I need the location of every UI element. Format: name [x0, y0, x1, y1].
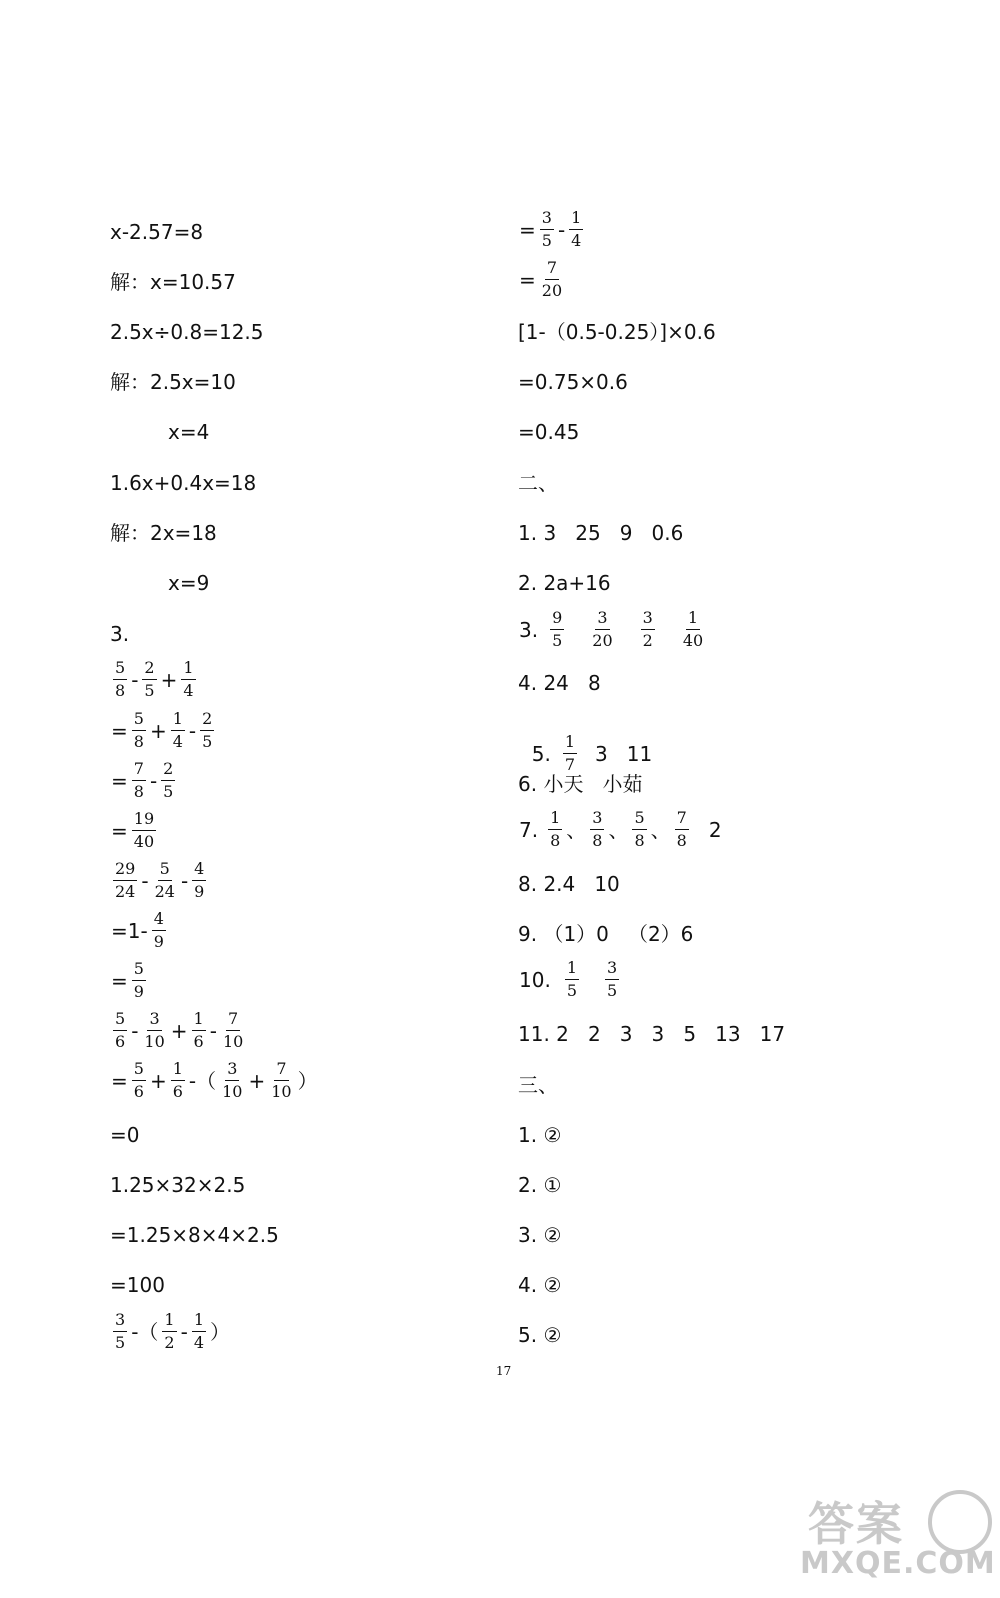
fraction-expression: =1- $\frac{4}{9}$ — [111, 909, 164, 951]
choice-answer: 3. ② — [518, 1222, 562, 1247]
fraction: $\frac{1}{2}$ — [164, 1310, 175, 1352]
fraction: $\frac{5}{6}$ — [133, 1059, 144, 1101]
answer-line: 3. $\frac{9}{5}$ $\frac{3}{20}$ $\frac{3}{2}$ $\frac{1}{40}$ — [519, 608, 704, 650]
fraction: $\frac{3}{8}$ — [592, 808, 603, 850]
fraction: $\frac{7}{8}$ — [676, 808, 687, 850]
fraction-expression: = $\frac{5}{9}$ — [111, 959, 144, 1001]
fraction: $\frac{7}{20}$ — [541, 258, 563, 300]
answer-line: 1. 3 25 9 0.6 — [518, 520, 684, 545]
fraction: $\frac{3}{5}$ — [541, 208, 552, 250]
fraction: $\frac{9}{5}$ — [552, 608, 563, 650]
answer-line: 8. 2.4 10 — [518, 871, 620, 896]
solution-line: 解：x=10.57 — [110, 269, 236, 294]
fraction-expression: $\frac{3}{5}$ -（ $\frac{1}{2}$ - $\frac{1}{4}$ ） — [115, 1310, 230, 1352]
fraction: $\frac{3}{5}$ — [607, 958, 618, 1000]
answer-line: 10. $\frac{1}{5}$ $\frac{3}{5}$ — [519, 958, 618, 1000]
fraction-expression: = $\frac{7}{8}$ - $\frac{2}{5}$ — [111, 759, 174, 801]
watermark-text: 答案 — [808, 1497, 904, 1551]
equation-line: 2.5x÷0.8=12.5 — [110, 319, 264, 344]
fraction: $\frac{1}{40}$ — [682, 608, 704, 650]
answer-line: 7. $\frac{1}{8}$ 、 $\frac{3}{8}$ 、 $\frac{5}{8}$ 、 $\frac{7}{8}$ 2 — [519, 808, 722, 850]
fraction: $\frac{4}{9}$ — [194, 859, 205, 901]
answer-line: 2. 2a+16 — [518, 570, 611, 595]
fraction-expression: $\frac{5}{8}$ - $\frac{2}{5}$ + $\frac{1}{4}$ — [115, 658, 194, 700]
equation-line: [1-（0.5-0.25）]×0.6 — [518, 319, 716, 344]
fraction: $\frac{2}{5}$ — [144, 658, 155, 700]
fraction: $\frac{7}{10}$ — [271, 1059, 292, 1101]
fraction: $\frac{5}{9}$ — [133, 959, 144, 1001]
fraction: $\frac{1}{7}$ — [564, 732, 575, 774]
result-line: =0.45 — [518, 419, 580, 444]
fraction: $\frac{1}{8}$ — [550, 808, 561, 850]
answer-line: 5. $\frac{1}{7}$ 3 11 — [531, 732, 653, 774]
fraction: $\frac{7}{8}$ — [133, 759, 144, 801]
fraction: $\frac{1}{6}$ — [172, 1059, 183, 1101]
fraction: $\frac{4}{9}$ — [153, 909, 164, 951]
answer-line: 9. （1）0 （2）6 — [518, 921, 694, 946]
result-line: =100 — [110, 1272, 165, 1297]
equation-line: =0.75×0.6 — [518, 369, 628, 394]
fraction-expression: = $\frac{3}{5}$ - $\frac{1}{4}$ — [519, 208, 582, 250]
solution-line: 解：2x=18 — [110, 520, 217, 545]
fraction: $\frac{29}{24}$ — [115, 859, 136, 901]
result-line: =0 — [110, 1122, 140, 1147]
fraction-expression: = $\frac{7}{20}$ — [519, 258, 563, 300]
answer-line: 4. 24 8 — [518, 670, 601, 695]
choice-answer: 1. ② — [518, 1122, 562, 1147]
choice-answer: 5. ② — [518, 1322, 562, 1347]
fraction-expression: $\frac{29}{24}$ - $\frac{5}{24}$ - $\frac{4}{9}$ — [115, 859, 205, 901]
fraction: $\frac{1}{4}$ — [172, 709, 183, 751]
fraction: $\frac{2}{5}$ — [202, 709, 213, 751]
fraction: $\frac{1}{6}$ — [193, 1009, 204, 1051]
fraction: $\frac{1}{4}$ — [571, 208, 582, 250]
fraction: $\frac{5}{8}$ — [634, 808, 645, 850]
watermark-logo — [800, 1488, 996, 1588]
question-number: 3. — [110, 621, 130, 646]
equation-line: 1.25×32×2.5 — [110, 1172, 246, 1197]
fraction: $\frac{5}{8}$ — [115, 658, 126, 700]
watermark-url: MXQE.COM — [800, 1546, 996, 1581]
page-number: 17 — [496, 1364, 512, 1378]
equation-line: x-2.57=8 — [110, 219, 204, 244]
fraction: $\frac{5}{8}$ — [133, 709, 144, 751]
choice-answer: 4. ② — [518, 1272, 562, 1297]
section-heading: 三、 — [518, 1072, 558, 1097]
fraction: $\frac{3}{10}$ — [144, 1009, 165, 1051]
section-heading: 二、 — [518, 470, 558, 495]
fraction: $\frac{1}{4}$ — [183, 658, 194, 700]
answer-line: 6. 小天 小茹 — [518, 771, 643, 796]
fraction: $\frac{5}{6}$ — [115, 1009, 126, 1051]
fraction-expression: = $\frac{5}{6}$ + $\frac{1}{6}$ -（ $\frac{3}{10}$ + $\frac{7}{10}$ ） — [111, 1059, 318, 1101]
choice-answer: 2. ① — [518, 1172, 562, 1197]
solution-line: 解：2.5x=10 — [110, 369, 236, 394]
fraction: $\frac{3}{5}$ — [115, 1310, 126, 1352]
fraction: $\frac{3}{2}$ — [642, 608, 653, 650]
fraction-expression: $\frac{5}{6}$ - $\frac{3}{10}$ + $\frac{1}{6}$ - $\frac{7}{10}$ — [115, 1009, 244, 1051]
equation-line: =1.25×8×4×2.5 — [110, 1222, 279, 1247]
fraction-expression: = $\frac{19}{40}$ — [111, 809, 155, 851]
fraction: $\frac{2}{5}$ — [163, 759, 174, 801]
answer-line: 11. 2 2 3 3 5 13 17 — [518, 1021, 786, 1046]
fraction: $\frac{3}{20}$ — [592, 608, 613, 650]
fraction: $\frac{7}{10}$ — [222, 1009, 244, 1051]
fraction-expression: = $\frac{5}{8}$ + $\frac{1}{4}$ - $\frac{2}{5}$ — [111, 709, 213, 751]
equation-line: 1.6x+0.4x=18 — [110, 470, 257, 495]
fraction: $\frac{1}{4}$ — [193, 1310, 204, 1352]
fraction: $\frac{5}{24}$ — [154, 859, 175, 901]
fraction: $\frac{3}{10}$ — [222, 1059, 243, 1101]
solution-line: x=9 — [168, 570, 210, 595]
fraction: $\frac{1}{5}$ — [566, 958, 577, 1000]
solution-line: x=4 — [168, 419, 210, 444]
watermark-seal-icon — [928, 1490, 992, 1554]
fraction: $\frac{19}{40}$ — [133, 809, 155, 851]
